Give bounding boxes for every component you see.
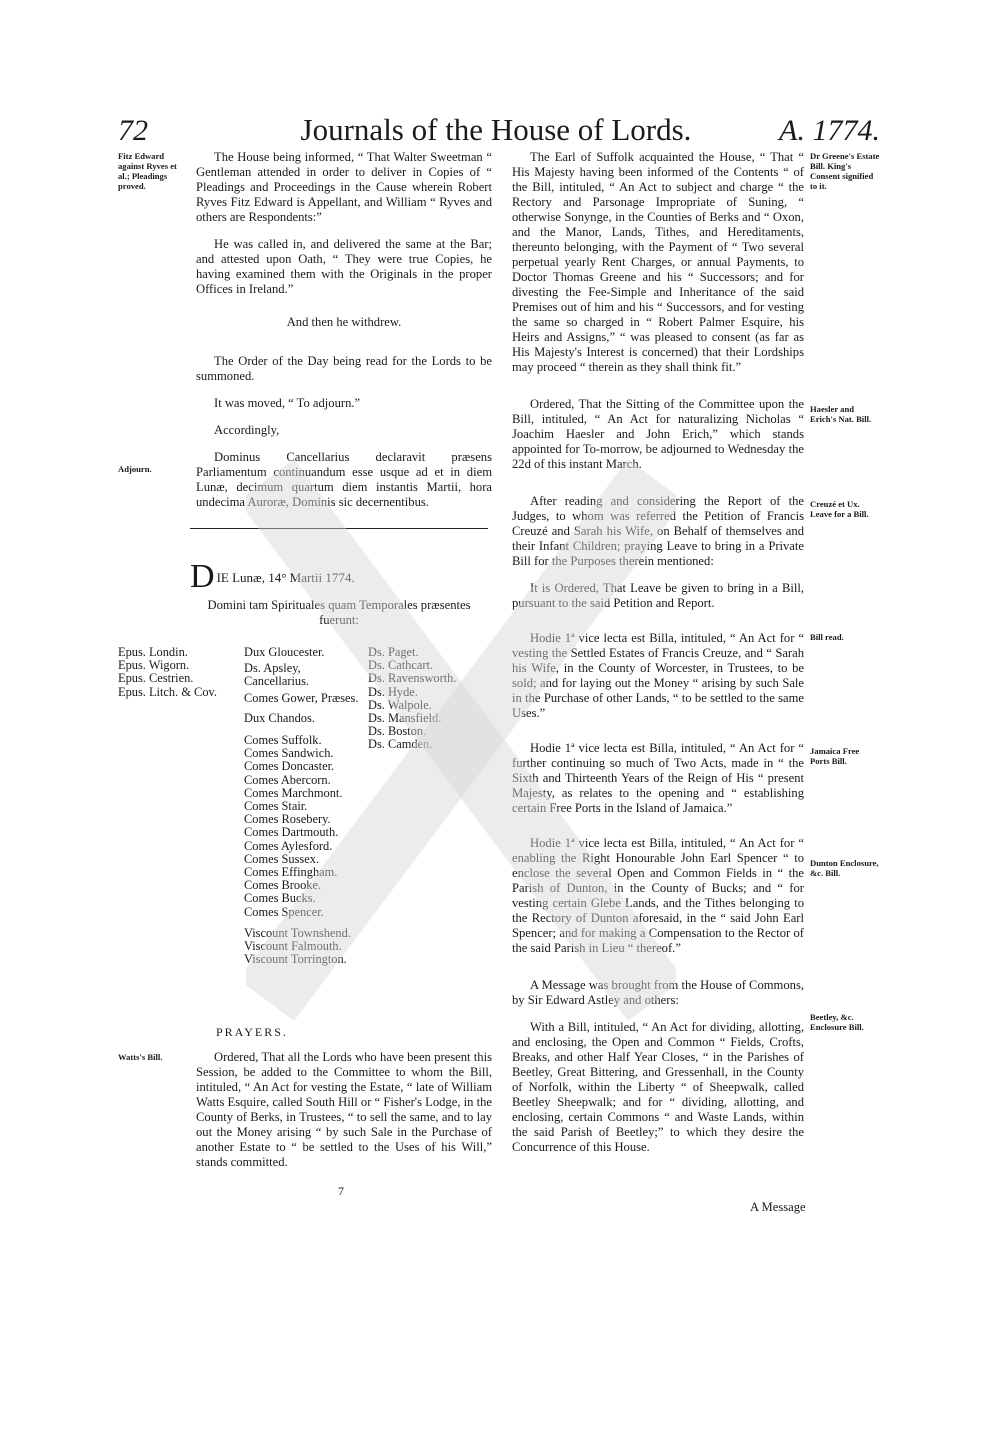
paragraph: After reading and considering the Report of the Judges, to whom was referred the Petition of Francis Creuzé and Sarah his Wife, on Behalf of themselves and their Infant Children; praying Leave to bring in a Private Bill for the Purposes therein mentioned: <box>512 494 804 568</box>
paragraph: A Message was brought from the House of Commons, by Sir Edward Astley and others: <box>512 978 804 1007</box>
attendee: Viscount Townshend. <box>244 925 351 940</box>
paragraph: With a Bill, intituled, “ An Act for dividing, allotting, and enclosing, the Open and Common “ Fields, Crofts, Breaks, and other Half Year Closes, “ in the Parishes of Beetley, Great Bittering, and Gressenhall, in the County of Norfolk, within the Liberty “ of Sheepwalk, called Beetley Sheepwalk; and for “ dividing, allotting, and enclosing, certain Commons “ and Waste Lands, within the said Parish of Beetley;” to which they desire the Concurrence of this House. <box>512 1020 804 1154</box>
margin-note-bill-read: Bill read. <box>810 632 844 642</box>
sitting-date: IE Lunæ, 14° Martii 1774. <box>216 570 355 585</box>
left-column <box>196 150 492 522</box>
footer-mark: 7 <box>338 1184 344 1198</box>
attendee: Comes Effingham. <box>244 865 338 880</box>
margin-note-creuze: Creuzé et Ux. Leave for a Bill. <box>810 499 869 519</box>
paragraph: Ordered, That all the Lords who have been present this Session, be added to the Committee to whom the Bill, intituled, “ An Act for vesting the Estate, “ late of William Watts Esquire, called South Hill or “ Fisher's Lodge, in the County of Berks, in Trustees, “ to sell the same, and to lay out the Money arising “ by such Sale in the Purchase of another Estate to “ be settled to the Uses of his Will,” stands committed. <box>196 1050 492 1169</box>
attendee: Epus. Litch. & Cov. <box>118 684 218 699</box>
attendee: Ds. Paget. <box>368 645 419 659</box>
paragraph: Hodie 1ª vice lecta est Billa, intituled, “ An Act for “ enabling the Right Honourable John Earl Spencer “ to enclose the several Open and Common Fields in “ the Parish of Dunton, in the County of Bucks; and “ for vesting certain Glebe Lands, and the Tithes belonging to the Rectory of Dunton aforesaid, in the “ said John Earl Spencer; and for making a Compensation to the Rector of the said Parish in Lieu “ thereof.” <box>512 836 804 955</box>
margin-note-watts: Watts's Bill. <box>118 1052 163 1062</box>
attendee: Ds. Ravensworth. <box>368 671 457 686</box>
drop-cap: D <box>190 558 215 595</box>
margin-note-jamaica: Jamaica Free Ports Bill. <box>810 746 860 766</box>
attendee: Viscount Falmouth. <box>244 939 342 954</box>
barons-list <box>368 646 486 752</box>
right-column <box>512 150 804 1167</box>
page-number: 72 <box>118 114 148 147</box>
bishops-list <box>118 646 243 699</box>
paragraph: It is Ordered, That Leave be given to bring in a Bill, pursuant to the said Petition and Report. <box>512 581 804 610</box>
paragraph: Ordered, That the Sitting of the Committee upon the Bill, intituled, “ An Act for naturalizing Nicholas “ Joachim Haesler and John Erich,” which stands appointed for To-morrow, be adjourned to Wednesday the 22d of this instant March. <box>512 397 804 471</box>
margin-note-beetley: Beetley, &c. Enclosure Bill. <box>810 1012 864 1032</box>
margin-note-haesler: Haesler and Erich's Nat. Bill. <box>810 404 872 424</box>
attendance-heading: Domini tam Spirituales quam Temporales præsentes fuerunt: <box>207 598 471 627</box>
attendee: Comes Bucks. <box>244 891 316 906</box>
paragraph: And then he withdrew. <box>286 315 402 329</box>
attendee: Comes Sussex. <box>244 851 320 866</box>
attendee: Ds. Cathcart. <box>368 658 434 673</box>
attendee: Comes Aylesford. <box>244 838 333 853</box>
attendee: Ds. Mansfield. <box>368 711 442 726</box>
attendee: Epus. Wigorn. <box>118 658 190 673</box>
attendee: Comes Dartmouth. <box>244 825 339 840</box>
attendee: Dux Gloucester. <box>244 645 325 659</box>
attendee: Dux Chandos. <box>244 710 315 725</box>
paragraph: He was called in, and delivered the same at the Bar; and attested upon Oath, “ They were true Copies, he having examined them with the Originals in the proper Offices in Ireland.” <box>196 237 492 296</box>
attendee: Ds. Camden. <box>368 737 433 752</box>
attendee: Comes Suffolk. <box>244 733 322 748</box>
attendee: Viscount Torrington. <box>244 952 347 967</box>
paragraph: Accordingly, <box>214 423 280 437</box>
attendee: Comes Abercorn. <box>244 772 331 787</box>
attendee: Ds. Boston. <box>368 724 427 739</box>
attendee: Epus. Londin. <box>118 645 188 659</box>
page-year: A. 1774. <box>779 114 880 147</box>
watts-paragraph-block <box>196 1050 492 1170</box>
attendee: Comes Marchmont. <box>244 785 343 800</box>
paragraph: The House being informed, “ That Walter Sweetman “ Gentleman attended in order to deliver in Copies of “ Pleadings and Proceedings in the Cause wherein Robert Ryves Fitz Edward is Appellant, and William “ Ryves and others are Respondents:” <box>196 150 492 224</box>
temporal-list <box>244 646 368 966</box>
page-title: Journals of the House of Lords. <box>300 112 692 147</box>
margin-note-dunton: Dunton Enclosure, &c. Bill. <box>810 858 879 878</box>
prayers-heading: PRAYERS. <box>216 1025 288 1039</box>
margin-note-fitz-edward: Fitz Edward against Ryves et al.; Pleadings proved. <box>118 151 177 191</box>
attendee: Comes Brooke. <box>244 878 322 893</box>
attendee: Comes Rosebery. <box>244 812 331 827</box>
attendee: Ds. Apsley, Cancellarius. <box>244 661 310 689</box>
attendee: Comes Spencer. <box>244 904 324 919</box>
attendee: Ds. Hyde. <box>368 684 418 699</box>
margin-note-greene: Dr Greene's Estate Bill. King's Consent signified to it. <box>810 151 880 191</box>
sitting-heading <box>190 558 488 595</box>
paragraph: The Order of the Day being read for the Lords to be summoned. <box>196 354 492 383</box>
attendee: Comes Gower, Præses. <box>244 690 359 705</box>
attendee: Comes Sandwich. <box>244 746 334 761</box>
paragraph: Dominus Cancellarius declaravit præsens Parliamentum continuandum esse usque ad et in diem Lunæ, decimum quartum diem instantis Martii, hora undecima Auroræ, Dominis sic decernentibus. <box>196 450 492 509</box>
section-divider <box>190 528 488 529</box>
catchword: A Message <box>750 1200 806 1214</box>
paragraph: Hodie 1ª vice lecta est Billa, intituled, “ An Act for “ vesting the Settled Estates of Francis Creuze, and “ Sarah his Wife, in the County of Worcester, in Trustees, to be sold; and for laying out the Money “ arising by such Sale in the Purchase of other Lands, “ to be settled to the same Uses.” <box>512 631 804 720</box>
paragraph: The Earl of Suffolk acquainted the House, “ That “ His Majesty having been informed of the Contents “ of the Bill, intituled, “ An Act to subject and charge “ the Rectory and Parsonage Impropriate of Suning, “ otherwise Sonynge, in the Counties of Berks and “ Oxon, and the Manor, Lands, Tithes, and Hereditaments, thereunto belonging, with the Payment of “ Two several perpetual yearly Rent Charges, or annual Payments, to Doctor Thomas Greene and his “ Successors; and for divesting the Fee-Simple and Inheritance of the said Premises out of him and his “ Successors, and for vesting the same so charged in “ Robert Palmer Esquire, his Heirs and Assigns,” “ was pleased to consent (as far as His Majesty's Interest is concerned) that their Lordships may proceed “ therein as they shall think fit.” <box>512 150 804 374</box>
paragraph: It was moved, “ To adjourn.” <box>214 396 361 410</box>
attendee: Comes Doncaster. <box>244 759 335 774</box>
attendee: Comes Stair. <box>244 799 308 814</box>
attendee: Epus. Cestrien. <box>118 671 194 686</box>
attendee: Ds. Walpole. <box>368 697 432 712</box>
margin-note-adjourn: Adjourn. <box>118 464 152 474</box>
paragraph: Hodie 1ª vice lecta est Billa, intituled, “ An Act for “ further continuing so much of Two Acts, made in “ the Sixth and Thirteenth Years of the Reign of His “ present Majesty, as relates to the opening and “ establishing certain Free Ports in the Island of Jamaica.” <box>512 741 804 815</box>
